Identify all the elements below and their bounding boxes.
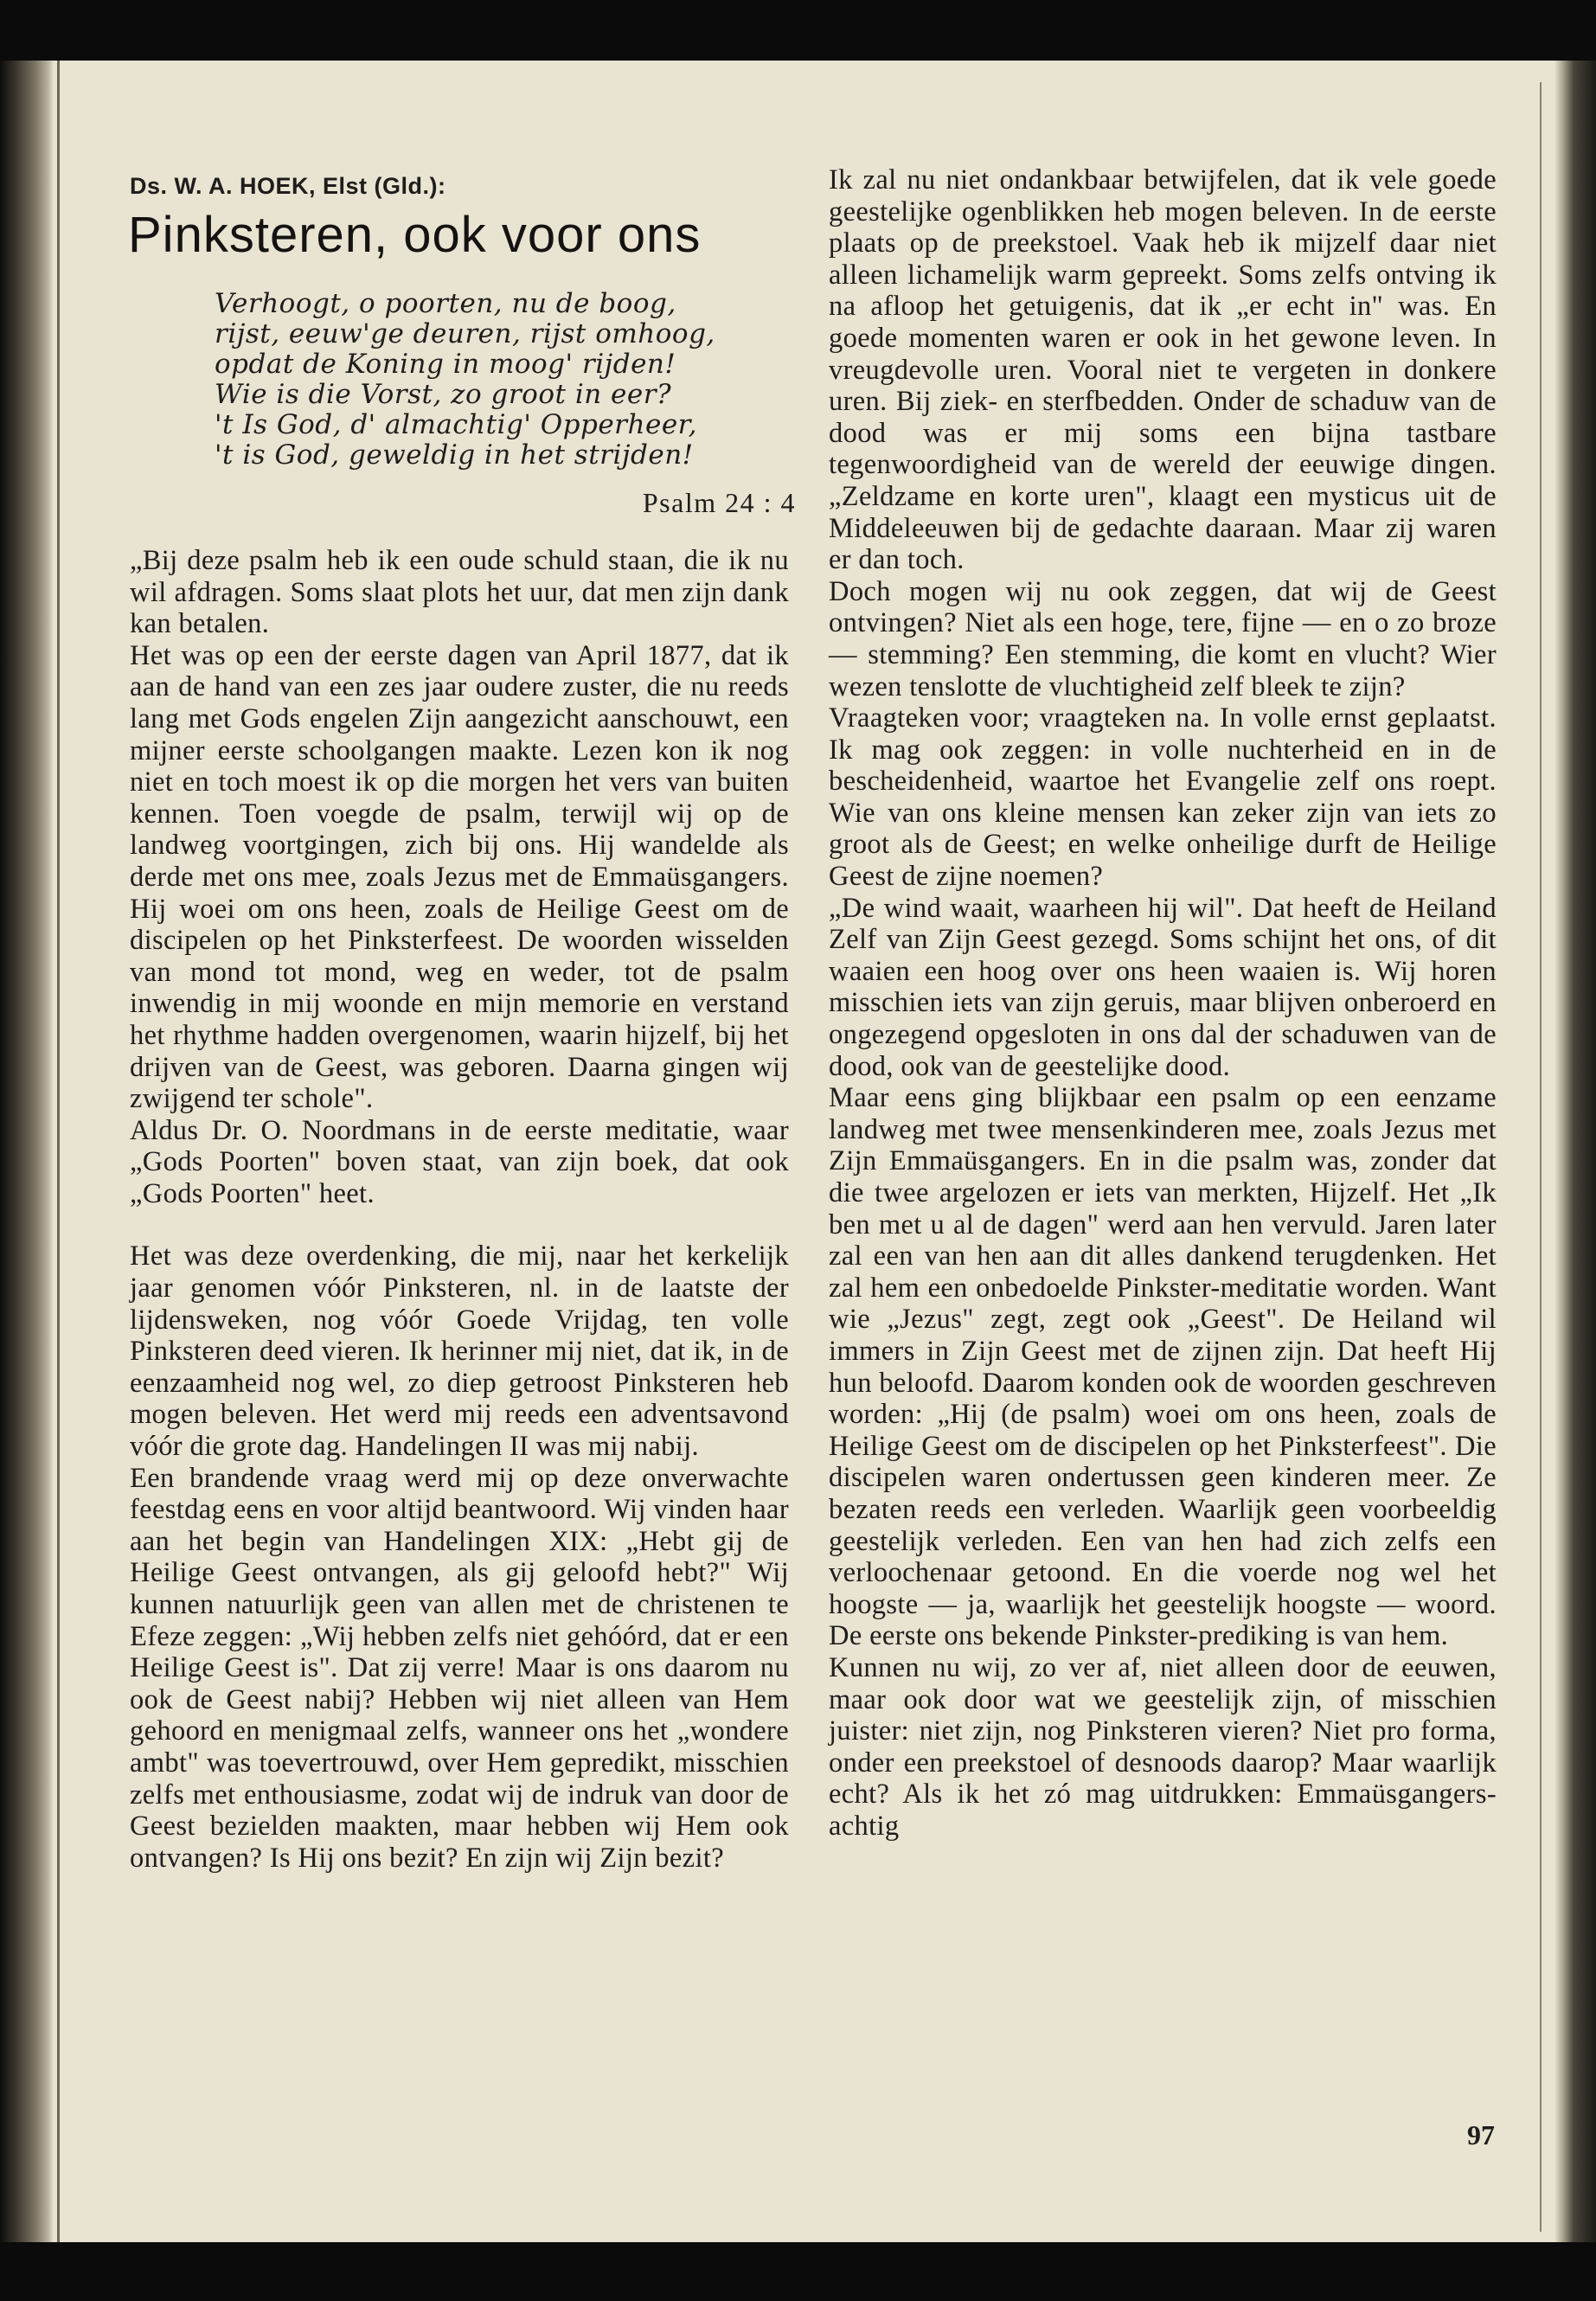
poem-line: rijst, eeuw'ge deuren, rijst omhoog, <box>215 318 715 349</box>
right-column <box>829 164 1497 1842</box>
poem-line: 't Is God, d' almachtig' Opperheer, <box>215 409 697 440</box>
poem-line: 't is God, geweldig in het strijden! <box>215 439 694 471</box>
paragraph: Vraagteken voor; vraagteken na. In volle ernst geplaatst. Ik mag ook zeggen: in volle nuchterheid en in de bescheidenheid, waartoe het Evangelie zelf ons roept. Wie van ons kleine mensen kan zeker zijn van iets zo groot als de Geest; en welke onheilige durft de Heilige Geest de zijne noemen? <box>829 702 1497 893</box>
paragraph: Ik zal nu niet ondankbaar betwijfelen, dat ik vele goede geestelijke ogenblikken heb mogen beleven. In de eerste plaats op de preekstoel. Vaak heb ik mijzelf daar niet alleen lichamelijk warm gepreekt. Soms zelfs ontving ik na afloop het getuigenis, dat ik „er echt in" was. En goede momenten waren er ook in het gewone leven. In vreugdevolle uren. Vooral niet te vergeten in donkere uren. Bij ziek- en sterfbedden. Onder de schaduw van de dood was er mij soms een bijna tastbare tegenwoordigheid van de wereld der eeuwige dingen. „Zeldzame en korte uren", klaagt een mysticus uit de Middeleeuwen bij de gedachte daaraan. Maar zij waren er dan toch. <box>829 164 1497 576</box>
article-title: Pinksteren, ook voor ons <box>128 207 702 263</box>
author-line: Ds. W. A. HOEK, Elst (Gld.): <box>130 173 446 199</box>
paragraph: Een brandende vraag werd mij op deze onverwachte feestdag eens en voor altijd beantwoord. Wij vinden haar aan het begin van Handelingen XIX: „Hebt gij de Heilige Geest ontvangen, als gij geloofd hebt?" Wij kunnen natuurlijk geen van allen met de christenen te Efeze zeggen: „Wij hebben zelfs niet gehóórd, dat er een Heilige Geest is". Dat zij verre! Maar is ons daarom nu ook de Geest nabij? Hebben wij niet alleen van Hem gehoord en menigmaal zelfs, wanneer ons het „wondere ambt" was toevertrouwd, over Hem gepredikt, misschien zelfs met enthousiasme, zodat wij de indruk van door de Geest bezielden maakten, maar hebben wij Hem ook ontvangen? Is Hij ons bezit? En zijn wij Zijn bezit? <box>130 1462 789 1874</box>
paragraph: Het was op een der eerste dagen van April 1877, dat ik aan de hand van een zes jaar oudere zuster, die nu reeds lang met Gods engelen Zijn aangezicht aanschouwt, een mijner eerste schoolgangen maakte. Lezen kon ik nog niet en toch moest ik op die morgen het vers van buiten kennen. Toen voegde de psalm, terwijl wij op de landweg voortgingen, zich bij ons. Hij wandelde als derde met ons mee, zoals Jezus met de Emmaüsgangers. Hij woei om ons heen, zoals de Heilige Geest om de discipelen op het Pinksterfeest. De woorden wisselden van mond tot mond, weg en weder, tot de psalm inwendig in mij woonde en mijn memorie en verstand het rhythme hadden overgenomen, waarin hijzelf, bij het drijven van de Geest, was geboren. Daarna gingen wij zwijgend ter schole". <box>130 639 789 1115</box>
poem-line: Verhoogt, o poorten, nu de boog, <box>215 288 676 319</box>
poem-line: opdat de Koning in moog' rijden! <box>215 349 676 380</box>
paragraph: „Bij deze psalm heb ik een oude schuld staan, die ik nu wil afdragen. Soms slaat plots het uur, dat men zijn dank kan betalen. <box>130 545 789 640</box>
epigraph-poem <box>215 289 803 471</box>
poem-line: Wie is die Vorst, zo groot in eer? <box>215 379 672 410</box>
paragraph: Doch mogen wij nu ook zeggen, dat wij de Geest ontvingen? Niet als een hoge, tere, fijne — en o zo broze — stemming? Een stemming, die komt en vlucht? Wier wezen tenslotte de vluchtigheid zelf bleek te zijn? <box>829 575 1497 702</box>
paragraph: Maar eens ging blijkbaar een psalm op een eenzame landweg met twee mensenkinderen mee, zoals Jezus met Zijn Emmaüsgangers. En in die psalm was, zonder dat die twee argelozen er iets van merkten, Hijzelf. Het „Ik ben met u al de dagen" werd aan hen vervuld. Jaren later zal een van hen aan dit alles dankend terugdenken. Het zal hem een onbedoelde Pinkster-meditatie worden. Want wie „Jezus" zegt, zegt ook „Geest". De Heiland wil immers in Zijn Geest met de zijnen zijn. Dat heeft Hij hun beloofd. Daarom konden ook de woorden geschreven worden: „Hij (de psalm) woei om ons heen, zoals de Heilige Geest om de discipelen op het Pinksterfeest". Die discipelen waren ondertussen geen kinderen meer. Ze bezaten reeds een verleden. Waarlijk geen voorbeeldig geestelijk verleden. Een van hen had zich zelfs een verloochenaar getoond. En die voerde nog wel het hoogste — ja, waarlijk het geestelijk hoogste — woord. De eerste ons bekende Pinkster-prediking is van hem. <box>829 1082 1497 1652</box>
poem-reference: Psalm 24 : 4 <box>642 487 796 518</box>
page-edge-rule <box>1540 82 1542 2232</box>
scan-border-right <box>1554 61 1596 2242</box>
paragraph: Aldus Dr. O. Noordmans in de eerste meditatie, waar „Gods Poorten" boven staat, van zijn boek, dat ook „Gods Poorten" heet. <box>130 1114 789 1209</box>
paragraph: „De wind waait, waarheen hij wil". Dat heeft de Heiland Zelf van Zijn Geest gezegd. Soms schijnt het ons, of dit waaien een hoog over ons heen waaien is. Wij horen misschien iets van zijn geruis, maar blijven onberoerd en ongezegend opgesloten in ons dal der schaduwen van de dood, ook van de geestelijke dood. <box>829 892 1497 1082</box>
scan-border-top <box>0 0 1596 61</box>
paragraph: Kunnen nu wij, zo ver af, niet alleen door de eeuwen, maar ook door wat we geestelijk zijn, of misschien juister: niet zijn, nog Pinksteren vieren? Niet pro forma, onder een preekstoel of desnoods daarop? Maar waarlijk echt? Als ik het zó mag uitdrukken: Emmaüsgangers-achtig <box>829 1651 1497 1842</box>
scan-border-bottom <box>0 2242 1596 2301</box>
book-spine-shadow <box>0 61 54 2242</box>
page-number: 97 <box>1467 2119 1495 2150</box>
paragraph: Het was deze overdenking, die mij, naar het kerkelijk jaar genomen vóór Pinksteren, nl. in de laatste der lijdensweken, nog vóór Goede Vrijdag, ten volle Pinksteren deed vieren. Ik herinner mij niet, dat ik, in de eenzaamheid nog wel, zo diep getroost Pinksteren heb mogen beleven. Het werd mij reeds een adventsavond vóór die grote dag. Handelingen II was mij nabij. <box>130 1240 789 1463</box>
left-column <box>130 545 789 1874</box>
gutter-line <box>57 61 60 2242</box>
